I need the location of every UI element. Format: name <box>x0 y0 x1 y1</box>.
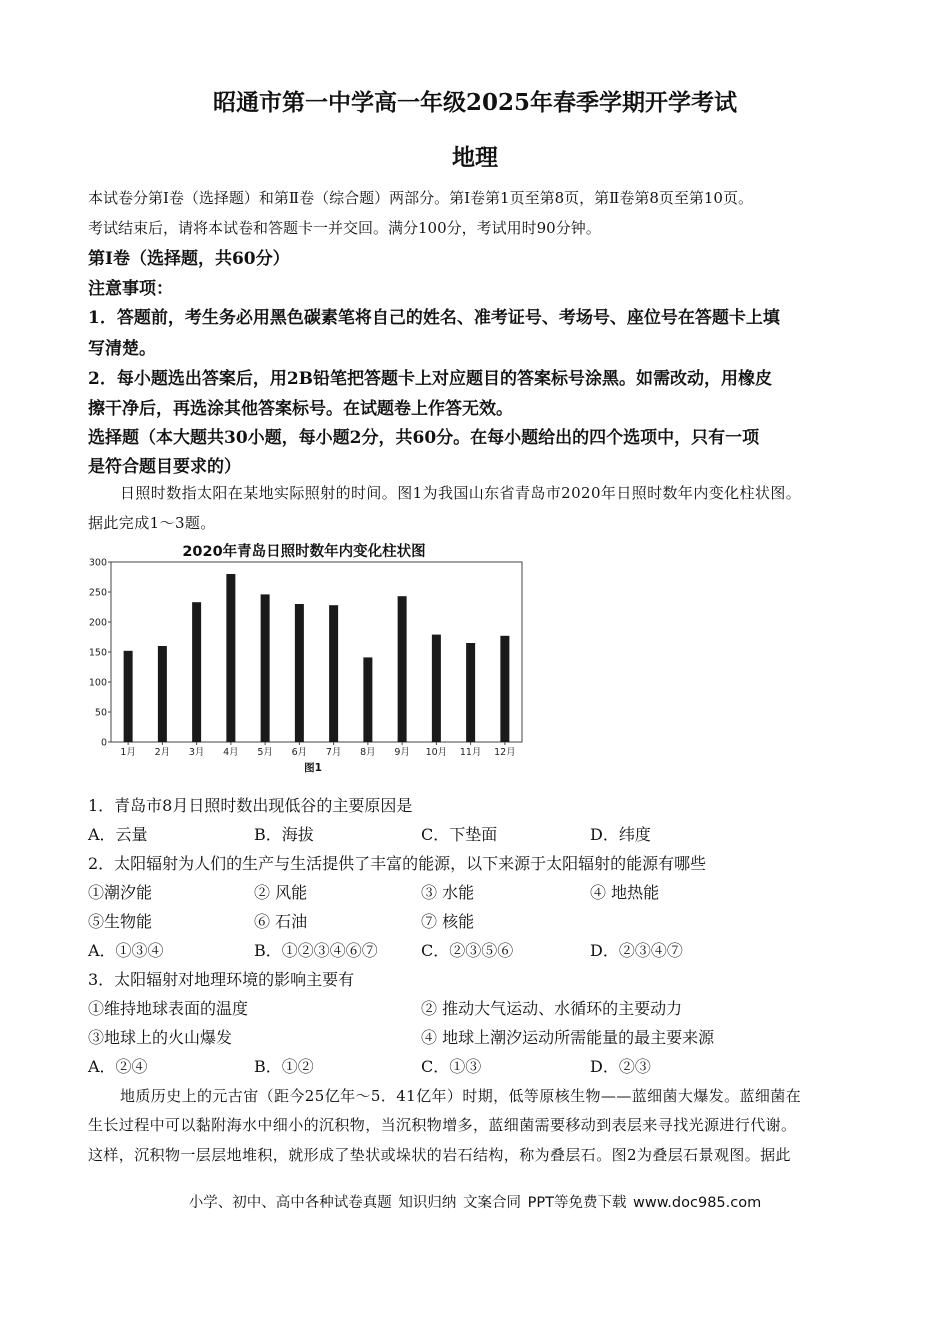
bar-8月 <box>363 657 372 742</box>
x-axis <box>120 742 515 758</box>
y-tick-label: 50 <box>94 707 107 719</box>
passage-2-line-3: 这样，沉积物一层层地堆积，就形成了垫状或垛状的岩石结构，称为叠层石。图2为叠层石景观图。据此 <box>88 1146 791 1164</box>
x-tick-label: 5月 <box>257 747 273 758</box>
y-tick-label: 300 <box>88 557 107 569</box>
bar-7月 <box>329 605 338 742</box>
y-axis <box>89 558 111 749</box>
x-tick-label: 6月 <box>291 747 308 758</box>
chart-title: 2020年青岛日照时数年内变化柱状图 <box>182 544 426 560</box>
x-tick-label: 10月 <box>425 747 448 758</box>
question-1-stem: 1．青岛市8月日照时数出现低谷的主要原因是 <box>88 796 413 815</box>
x-tick-label: 4月 <box>223 747 239 758</box>
x-tick-label: 11月 <box>459 747 482 758</box>
q2-option-d[interactable]: D．②③④⑦ <box>590 941 683 960</box>
passage-1-line-2: 据此完成1～3题。 <box>88 514 216 532</box>
bar-3月 <box>192 602 201 742</box>
q2-item-5: ⑤生物能 <box>88 912 153 931</box>
q2-option-b[interactable]: B．①②③④⑥⑦ <box>254 941 378 960</box>
y-tick-label: 100 <box>88 677 107 689</box>
q3-item-2: ② 推动大气运动、水循环的主要动力 <box>421 999 683 1018</box>
q2-item-4: ④ 地热能 <box>590 883 660 902</box>
x-tick-label: 1月 <box>120 747 136 758</box>
bars <box>124 574 510 742</box>
notice-2-line-1: 2．每小题选出答案后，用2B铅笔把答题卡上对应题目的答案标号涂黑。如需改动，用橡皮 <box>88 369 773 389</box>
q3-item-4: ④ 地球上潮汐运动所需能量的最主要来源 <box>421 1028 715 1047</box>
subject-title: 地理 <box>452 144 498 171</box>
bar-1月 <box>124 651 133 742</box>
intro-line-1: 本试卷分第Ⅰ卷（选择题）和第Ⅱ卷（综合题）两部分。第Ⅰ卷第1页至第8页，第Ⅱ卷第8页至第10页。 <box>88 189 753 207</box>
passage-2-line-1: 地质历史上的元古宙（距今25亿年～5．41亿年）时期，低等原核生物——蓝细菌大爆发。蓝细菌在 <box>120 1087 802 1105</box>
notice-1-line-2: 写清楚。 <box>88 339 156 359</box>
chart-caption: 图1 <box>304 762 322 774</box>
q1-option-a[interactable]: A．云量 <box>88 825 148 844</box>
section-heading: 第Ⅰ卷（选择题，共60分） <box>88 249 290 269</box>
q3-item-3: ③地球上的火山爆发 <box>88 1028 233 1047</box>
choice-instructions-line-1: 选择题（本大题共30小题，每小题2分，共60分。在每小题给出的四个选项中，只有一项 <box>88 428 760 448</box>
bar-9月 <box>398 596 407 742</box>
y-tick-label: 150 <box>88 647 107 659</box>
footer-ad[interactable]: 小学、初中、高中各种试卷真题 知识归纳 文案合同 PPT等免费下载 www.doc985.com <box>188 1195 762 1211</box>
bar-2月 <box>158 646 167 742</box>
q3-option-a[interactable]: A．②④ <box>88 1057 148 1076</box>
passage-1-line-1: 日照时数指太阳在某地实际照射的时间。图1为我国山东省青岛市2020年日照时数年内变化柱状图。 <box>120 484 802 502</box>
intro-line-2: 考试结束后，请将本试卷和答题卡一并交回。满分100分，考试用时90分钟。 <box>88 219 601 237</box>
x-tick-label: 3月 <box>188 747 205 758</box>
q3-option-c[interactable]: C．①③ <box>421 1057 482 1076</box>
y-tick-label: 250 <box>88 587 107 599</box>
exam-title: 昭通市第一中学高一年级2025年春季学期开学考试 <box>212 89 737 116</box>
y-tick-label: 0 <box>100 737 107 749</box>
chart-svg <box>88 538 528 778</box>
q1-option-d[interactable]: D．纬度 <box>590 825 651 844</box>
q2-item-3: ③ 水能 <box>421 883 475 902</box>
q1-option-c[interactable]: C．下垫面 <box>421 825 498 844</box>
q2-option-a[interactable]: A．①③④ <box>88 941 164 960</box>
x-tick-label: 12月 <box>494 747 516 758</box>
plot-frame <box>111 562 522 742</box>
q2-item-7: ⑦ 核能 <box>421 912 475 931</box>
q3-item-1: ①维持地球表面的温度 <box>88 999 249 1018</box>
x-tick-label: 7月 <box>325 747 342 758</box>
x-tick-label: 2月 <box>154 747 171 758</box>
q2-item-1: ①潮汐能 <box>88 883 153 902</box>
notice-heading: 注意事项： <box>88 279 173 299</box>
y-tick-label: 200 <box>88 617 107 629</box>
q2-item-6: ⑥ 石油 <box>254 912 308 931</box>
sunshine-bar-chart <box>88 538 528 778</box>
choice-instructions-line-2: 是符合题目要求的） <box>88 457 241 477</box>
q2-item-2: ② 风能 <box>254 883 308 902</box>
question-3-stem: 3．太阳辐射对地理环境的影响主要有 <box>88 970 355 989</box>
x-tick-label: 8月 <box>360 747 376 758</box>
x-tick-label: 9月 <box>394 747 410 758</box>
q2-option-c[interactable]: C．②③⑤⑥ <box>421 941 514 960</box>
q3-option-b[interactable]: B．①② <box>254 1057 314 1076</box>
question-2-stem: 2．太阳辐射为人们的生产与生活提供了丰富的能源，以下来源于太阳辐射的能源有哪些 <box>88 854 707 873</box>
q3-option-d[interactable]: D．②③ <box>590 1057 651 1076</box>
bar-5月 <box>261 594 270 742</box>
bar-11月 <box>466 643 475 742</box>
bar-10月 <box>432 635 441 742</box>
passage-2-line-2: 生长过程中可以黏附海水中细小的沉积物，当沉积物增多，蓝细菌需要移动到表层来寻找光源进行代谢。 <box>88 1116 797 1134</box>
notice-2-line-2: 擦干净后，再选涂其他答案标号。在试题卷上作答无效。 <box>88 399 513 419</box>
bar-6月 <box>295 604 304 742</box>
q1-option-b[interactable]: B．海拔 <box>254 825 314 844</box>
bar-12月 <box>500 636 509 742</box>
notice-1-line-1: 1．答题前，考生务必用黑色碳素笔将自己的姓名、准考证号、考场号、座位号在答题卡上填 <box>88 308 780 328</box>
bar-4月 <box>226 574 235 742</box>
